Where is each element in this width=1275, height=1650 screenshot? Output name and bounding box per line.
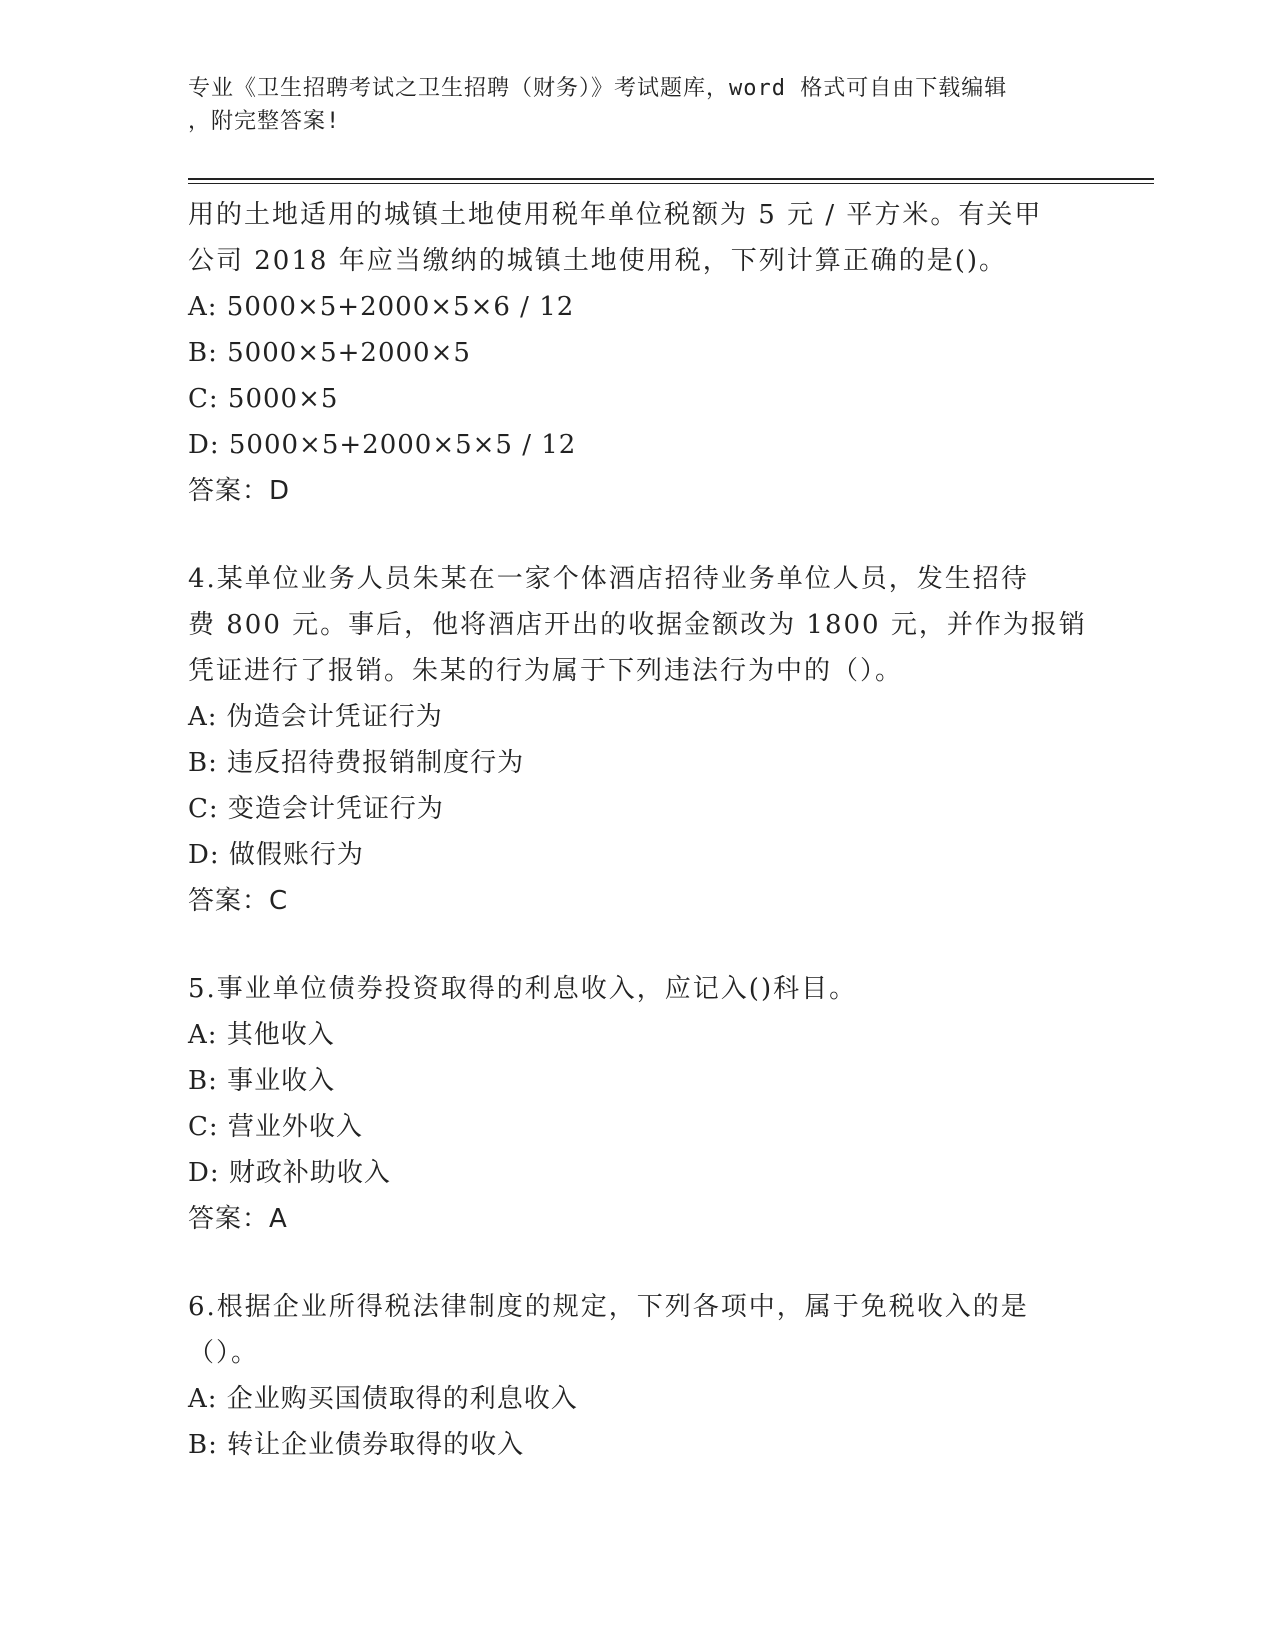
header-divider-thin bbox=[188, 183, 1154, 184]
question-6-option-a: A: 企业购买国债取得的利息收入 bbox=[188, 1384, 578, 1414]
question-5-option-d: D: 财政补助收入 bbox=[188, 1158, 391, 1188]
header-line-2: ，附完整答案! bbox=[188, 109, 341, 134]
question-3-option-b: B: 5000×5+2000×5 bbox=[188, 338, 471, 368]
question-3-option-c: C: 5000×5 bbox=[188, 384, 339, 414]
question-3-option-d: D: 5000×5+2000×5×5 / 12 bbox=[188, 430, 577, 460]
header-divider-thick bbox=[188, 178, 1154, 180]
question-4-option-a: A: 伪造会计凭证行为 bbox=[188, 702, 443, 732]
question-4-answer: 答案：C bbox=[188, 886, 289, 916]
question-5-option-c: C: 营业外收入 bbox=[188, 1112, 363, 1142]
spacer bbox=[188, 1242, 1188, 1284]
spacer bbox=[188, 924, 1188, 966]
question-6-stem-line-1: 6.根据企业所得税法律制度的规定，下列各项中，属于免税收入的是 bbox=[188, 1292, 1029, 1322]
spacer bbox=[188, 514, 1188, 556]
question-4-option-b: B: 违反招待费报销制度行为 bbox=[188, 748, 525, 778]
question-5-answer: 答案：A bbox=[188, 1204, 288, 1234]
question-6 bbox=[188, 1284, 1188, 1468]
question-4 bbox=[188, 556, 1188, 924]
question-4-stem-line-2: 费 800 元。事后，他将酒店开出的收据金额改为 1800 元，并作为报销 bbox=[188, 610, 1087, 640]
question-5-option-b: B: 事业收入 bbox=[188, 1066, 336, 1096]
question-3-option-a: A: 5000×5+2000×5×6 / 12 bbox=[188, 292, 575, 322]
question-5-option-a: A: 其他收入 bbox=[188, 1020, 335, 1050]
question-4-option-d: D: 做假账行为 bbox=[188, 840, 364, 870]
question-3-stem-line-1: 用的土地适用的城镇土地使用税年单位税额为 5 元 / 平方米。有关甲 bbox=[188, 200, 1043, 230]
question-6-option-b: B: 转让企业债券取得的收入 bbox=[188, 1430, 525, 1460]
header-line-1: 专业《卫生招聘考试之卫生招聘（财务）》考试题库，word 格式可自由下载编辑 bbox=[188, 76, 1008, 101]
question-4-stem-line-3: 凭证进行了报销。朱某的行为属于下列违法行为中的（）。 bbox=[188, 656, 904, 686]
question-5 bbox=[188, 966, 1188, 1242]
question-5-stem-line-1: 5.事业单位债券投资取得的利息收入，应记入()科目。 bbox=[188, 974, 858, 1004]
question-3 bbox=[188, 192, 1188, 514]
question-4-stem-line-1: 4.某单位业务人员朱某在一家个体酒店招待业务单位人员，发生招待 bbox=[188, 564, 1029, 594]
question-list bbox=[188, 192, 1188, 1468]
question-6-stem-line-2: （）。 bbox=[188, 1338, 260, 1368]
question-3-answer: 答案：D bbox=[188, 476, 291, 506]
document-header bbox=[188, 72, 1088, 138]
question-3-stem-line-2: 公司 2018 年应当缴纳的城镇土地使用税，下列计算正确的是()。 bbox=[188, 246, 1007, 276]
question-4-option-c: C: 变造会计凭证行为 bbox=[188, 794, 444, 824]
